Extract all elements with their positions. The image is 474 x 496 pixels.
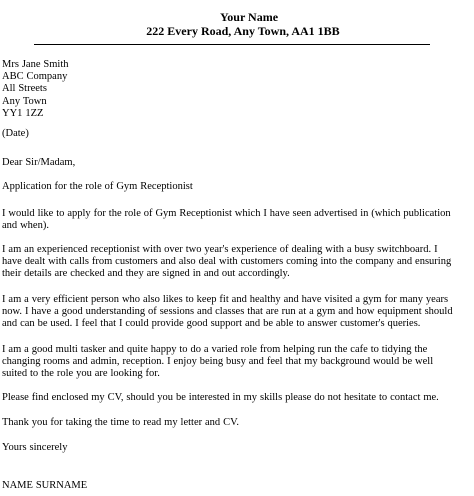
subject-line: Application for the role of Gym Receptionist [2, 181, 193, 192]
paragraph-thanks: Thank you for taking the time to read my letter and CV. [2, 417, 239, 428]
salutation: Dear Sir/Madam, [2, 157, 76, 168]
paragraph-experience: I am an experienced receptionist with over two year's experience of dealing with a busy switchboard. I have dealt with calls from customers and also deal with customers coming into the company and ensuring their details are checked and they are signed in and out accordingly. [2, 244, 452, 280]
letter-header [0, 10, 474, 38]
sender-name: Your Name [219, 10, 279, 24]
closing: Yours sincerely [2, 442, 68, 453]
paragraph-fitness: I am a very efficient person who also likes to keep fit and healthy and have visited a gym for many years now. I have a good understanding of sessions and classes that are run at a gym and how equipment should and can be used. I feel that I could provide good support and be able to answer customer's queries. [2, 294, 453, 330]
paragraph-enclosure: Please find enclosed my CV, should you be interested in my skills please do not hesitate to contact me. [2, 392, 439, 403]
signature-name: NAME SURNAME [2, 480, 88, 491]
letter-date: (Date) [2, 128, 29, 139]
recipient-address: Mrs Jane Smith ABC Company All Streets Any Town YY1 1ZZ [2, 59, 69, 119]
paragraph-intro: I would like to apply for the role of Gym Receptionist which I have seen advertised in (which publication and when). [2, 208, 451, 232]
sender-address: 222 Every Road, Any Town, AA1 1BB [146, 24, 340, 38]
header-divider [34, 44, 430, 45]
paragraph-multitasking: I am a good multi tasker and quite happy to do a varied role from helping run the cafe to tidying the changing rooms and admin, reception. I enjoy being busy and feel that my background would be well suited to the role you are looking for. [2, 344, 434, 380]
